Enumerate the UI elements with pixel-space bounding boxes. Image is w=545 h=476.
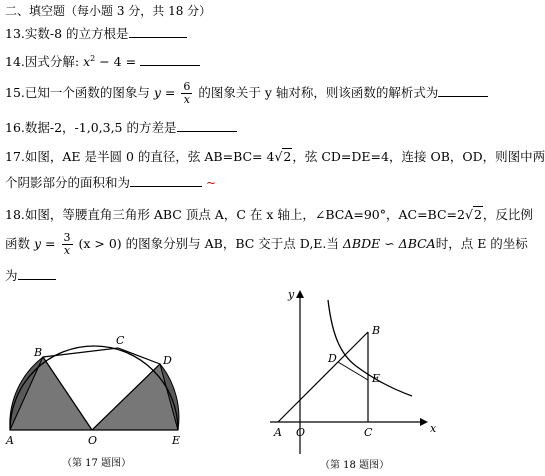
- question-15-prefix: 15.已知一个函数的图象与: [5, 85, 150, 100]
- y-axis-arrow: [296, 290, 304, 298]
- question-15: [5, 81, 488, 106]
- hyperbola-curve: [328, 300, 412, 396]
- answer-blank-15[interactable]: [438, 85, 488, 97]
- question-18-similarity: ΔBDE ∽ ΔBCA: [342, 236, 436, 251]
- question-17-line1-prefix: 17.如图，AE 是半圆 0 的直径，弦 AB=BC= 4: [5, 149, 275, 164]
- label-D: D: [163, 354, 172, 367]
- question-14-exponent: 2: [90, 53, 96, 63]
- question-17-line1-suffix: ，弦 CD=DE=4，连接 OB，OD，则图中两: [292, 149, 545, 164]
- question-14: [5, 52, 200, 70]
- answer-blank-16[interactable]: [177, 120, 237, 132]
- fraction-numerator: 3: [63, 231, 71, 244]
- question-18-line3: [5, 266, 56, 284]
- question-18-line3-text: 为: [5, 268, 18, 283]
- fraction-denominator: x: [183, 93, 190, 106]
- spellcheck-mark: ~: [206, 176, 217, 190]
- question-17: [5, 147, 545, 165]
- question-16-text: 16.数据-2，-1,0,3,5 的方差是: [5, 120, 177, 135]
- question-13: [5, 24, 187, 42]
- question-13-text: 13.实数-8 的立方根是: [5, 26, 129, 41]
- question-14-rest: − 4 =: [99, 54, 137, 69]
- figure-18: [260, 284, 460, 476]
- question-15-suffix: 的图象关于 y 轴对称，则该函数的解析式为: [198, 85, 439, 100]
- question-18: [5, 205, 533, 223]
- label-y: y: [288, 288, 295, 301]
- label-D: D: [328, 352, 337, 365]
- x-axis-arrow: [420, 418, 428, 426]
- question-18-line1-prefix: 18.如图，等腰直角三角形 ABC 顶点 A，C 在 x 轴上，∠BCA=90°，AC=BC=2: [5, 207, 465, 222]
- figure-17: [0, 292, 240, 476]
- label-E: E: [372, 372, 381, 385]
- fraction-denominator: x: [63, 244, 71, 257]
- label-E: E: [172, 434, 181, 447]
- question-18-line2-suffix: 时，点 E 的坐标: [435, 236, 528, 251]
- sqrt-18-radicand: 2: [473, 207, 482, 222]
- label-O: O: [296, 426, 306, 439]
- answer-blank-13[interactable]: [129, 26, 187, 38]
- label-A: A: [6, 434, 14, 447]
- question-17-line2-text: 个阴影部分的面积和为: [5, 175, 131, 190]
- label-B: B: [34, 346, 43, 359]
- label-A: A: [274, 426, 282, 439]
- question-18-fraction: [62, 232, 73, 257]
- answer-blank-18[interactable]: [18, 268, 56, 280]
- label-x: x: [430, 422, 437, 435]
- question-18-line2: [5, 232, 528, 257]
- fraction-numerator: 6: [183, 80, 191, 93]
- question-15-yeq: y =: [153, 85, 176, 100]
- answer-blank-17[interactable]: [130, 175, 202, 187]
- segment-ab: [278, 332, 368, 422]
- question-17-line2: [5, 173, 216, 191]
- section-title: 二、填空题（每小题 3 分，共 18 分）: [5, 4, 212, 18]
- figure-17-caption: （第 17 题图）: [62, 458, 132, 469]
- sqrt-17: √2: [274, 149, 292, 164]
- question-18-line2-prefix: 函数: [5, 236, 31, 251]
- label-C: C: [116, 334, 125, 347]
- question-14-var: x: [83, 54, 91, 69]
- label-O: O: [88, 434, 98, 447]
- sqrt-17-radicand: 2: [283, 149, 292, 164]
- question-15-fraction: [181, 81, 192, 106]
- sqrt-18: √2: [464, 207, 482, 222]
- label-C: C: [364, 426, 373, 439]
- question-16: [5, 118, 237, 136]
- label-B: B: [372, 324, 381, 337]
- question-18-line1-suffix: ，反比例: [482, 207, 533, 222]
- question-14-prefix: 14.因式分解:: [5, 54, 80, 69]
- answer-blank-14[interactable]: [140, 54, 200, 66]
- figure-18-caption: （第 18 题图）: [320, 460, 390, 471]
- question-18-yeq: y =: [34, 236, 56, 251]
- question-18-condition: (x > 0) 的图象分别与 AB，BC 交于点 D,E.当: [78, 236, 339, 251]
